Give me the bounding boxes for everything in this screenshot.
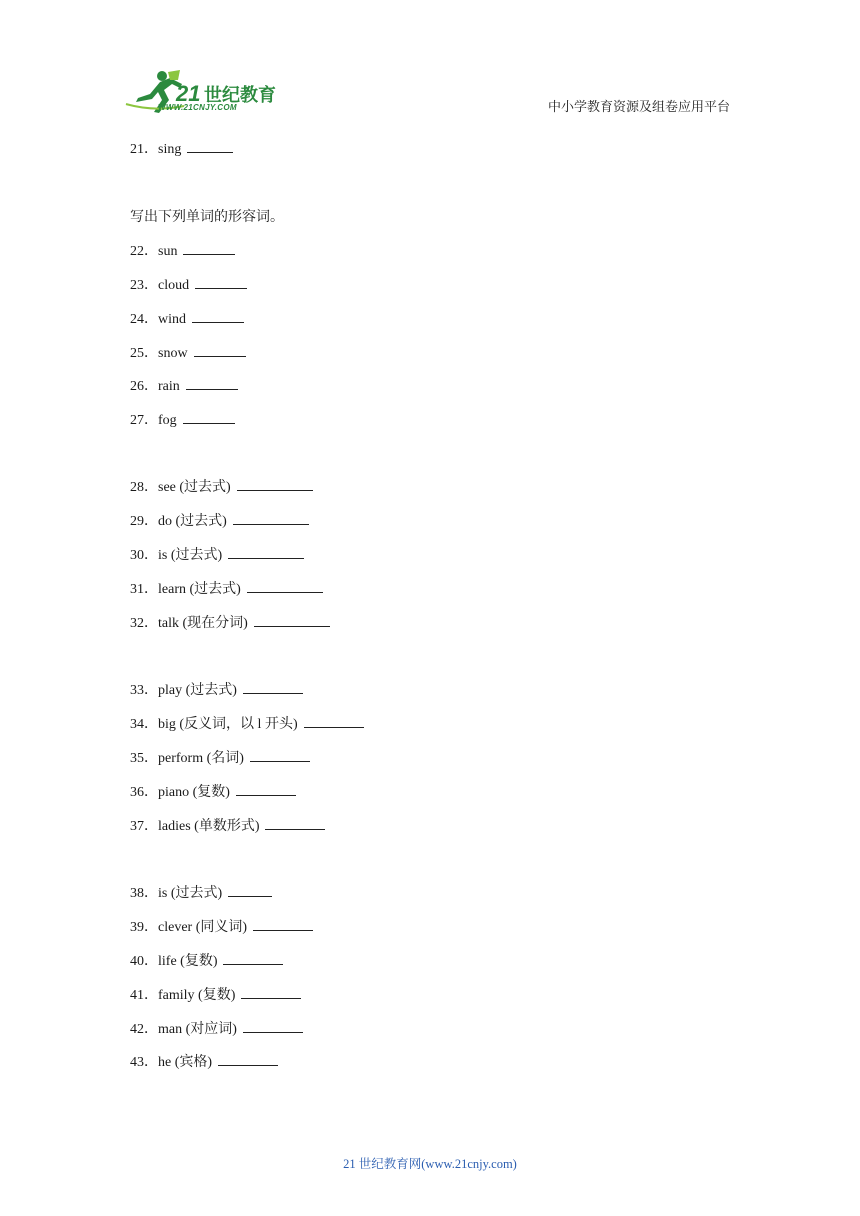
question-text: play (过去式): [158, 683, 237, 698]
answer-blank[interactable]: [236, 783, 296, 796]
answer-blank[interactable]: [187, 140, 233, 153]
question-number: 21．: [130, 142, 158, 157]
question-text: rain: [158, 379, 180, 394]
answer-blank[interactable]: [243, 1020, 303, 1033]
question-25: [130, 342, 246, 362]
question-text: do (过去式): [158, 514, 227, 529]
logo-number: 21: [176, 81, 201, 106]
question-number: 26．: [130, 379, 158, 394]
answer-blank[interactable]: [254, 614, 330, 627]
answer-blank[interactable]: [195, 276, 247, 289]
question-31: [130, 578, 323, 598]
header-platform-text: 中小学教育资源及组卷应用平台: [547, 99, 730, 114]
question-number: 24．: [130, 312, 158, 327]
question-text: sing: [158, 142, 182, 157]
question-text: is (过去式): [158, 548, 223, 563]
question-number: 39．: [130, 920, 158, 935]
question-38: [130, 882, 272, 902]
question-40: [130, 950, 283, 970]
question-text: man (对应词): [158, 1022, 237, 1037]
question-text: family (复数): [158, 988, 236, 1003]
question-text: perform (名词): [158, 751, 244, 766]
answer-blank[interactable]: [223, 952, 283, 965]
question-22: [130, 240, 235, 260]
question-41: [130, 984, 301, 1004]
answer-blank[interactable]: [228, 546, 304, 559]
question-text: big (反义词，以 l 开头): [158, 717, 298, 732]
question-29: [130, 510, 309, 530]
question-37: [130, 815, 325, 835]
answer-blank[interactable]: [247, 580, 323, 593]
question-text: piano (复数): [158, 785, 230, 800]
question-35: [130, 747, 310, 767]
question-number: 22．: [130, 244, 158, 259]
question-text: he (宾格): [158, 1055, 213, 1070]
question-30: [130, 544, 304, 564]
question-number: 29．: [130, 514, 158, 529]
question-36: [130, 781, 296, 801]
question-34: [130, 713, 364, 733]
question-text: see (过去式): [158, 480, 231, 495]
question-number: 23．: [130, 278, 158, 293]
answer-blank[interactable]: [304, 715, 364, 728]
question-text: wind: [158, 312, 186, 327]
footer-link[interactable]: 21 世纪教育网(www.21cnjy.com): [343, 1157, 517, 1171]
question-text: learn (过去式): [158, 582, 241, 597]
answer-blank[interactable]: [237, 478, 313, 491]
question-33: [130, 679, 303, 699]
answer-blank[interactable]: [250, 749, 310, 762]
question-text: ladies (单数形式): [158, 819, 260, 834]
question-number: 38．: [130, 886, 158, 901]
answer-blank[interactable]: [218, 1053, 278, 1066]
logo-text: 世纪教育: [204, 85, 276, 106]
question-number: 27．: [130, 413, 158, 428]
question-27: [130, 409, 235, 429]
section-instruction: 写出下列单词的形容词。: [130, 210, 284, 225]
answer-blank[interactable]: [183, 242, 235, 255]
question-text: sun: [158, 244, 178, 259]
answer-blank[interactable]: [186, 377, 238, 390]
question-39: [130, 916, 313, 936]
answer-blank[interactable]: [228, 884, 272, 897]
question-number: 35．: [130, 751, 158, 766]
question-26: [130, 375, 238, 395]
answer-blank[interactable]: [241, 986, 301, 999]
question-23: [130, 274, 247, 294]
question-21: [130, 138, 233, 158]
answer-blank[interactable]: [192, 310, 244, 323]
question-number: 42．: [130, 1022, 158, 1037]
question-text: clever (同义词): [158, 920, 248, 935]
logo-url: WWW.21CNJY.COM: [158, 103, 237, 112]
question-number: 30．: [130, 548, 158, 563]
question-number: 25．: [130, 346, 158, 361]
answer-blank[interactable]: [265, 817, 325, 830]
answer-blank[interactable]: [233, 512, 309, 525]
answer-blank[interactable]: [253, 918, 313, 931]
question-42: [130, 1018, 303, 1038]
question-number: 34．: [130, 717, 158, 732]
question-number: 36．: [130, 785, 158, 800]
question-text: cloud: [158, 278, 190, 293]
question-24: [130, 308, 244, 328]
answer-blank[interactable]: [194, 344, 246, 357]
question-text: is (过去式): [158, 886, 223, 901]
answer-blank[interactable]: [183, 411, 235, 424]
question-text: life (复数): [158, 954, 218, 969]
question-43: [130, 1051, 278, 1071]
question-number: 40．: [130, 954, 158, 969]
question-number: 31．: [130, 582, 158, 597]
question-text: snow: [158, 346, 188, 361]
question-number: 28．: [130, 480, 158, 495]
question-number: 41．: [130, 988, 158, 1003]
question-32: [130, 612, 330, 632]
question-number: 32．: [130, 616, 158, 631]
page-header: [0, 0, 860, 125]
question-text: talk (现在分词): [158, 616, 248, 631]
question-28: [130, 476, 313, 496]
question-number: 37．: [130, 819, 158, 834]
question-text: fog: [158, 413, 177, 428]
question-number: 43．: [130, 1055, 158, 1070]
question-number: 33．: [130, 683, 158, 698]
answer-blank[interactable]: [243, 681, 303, 694]
